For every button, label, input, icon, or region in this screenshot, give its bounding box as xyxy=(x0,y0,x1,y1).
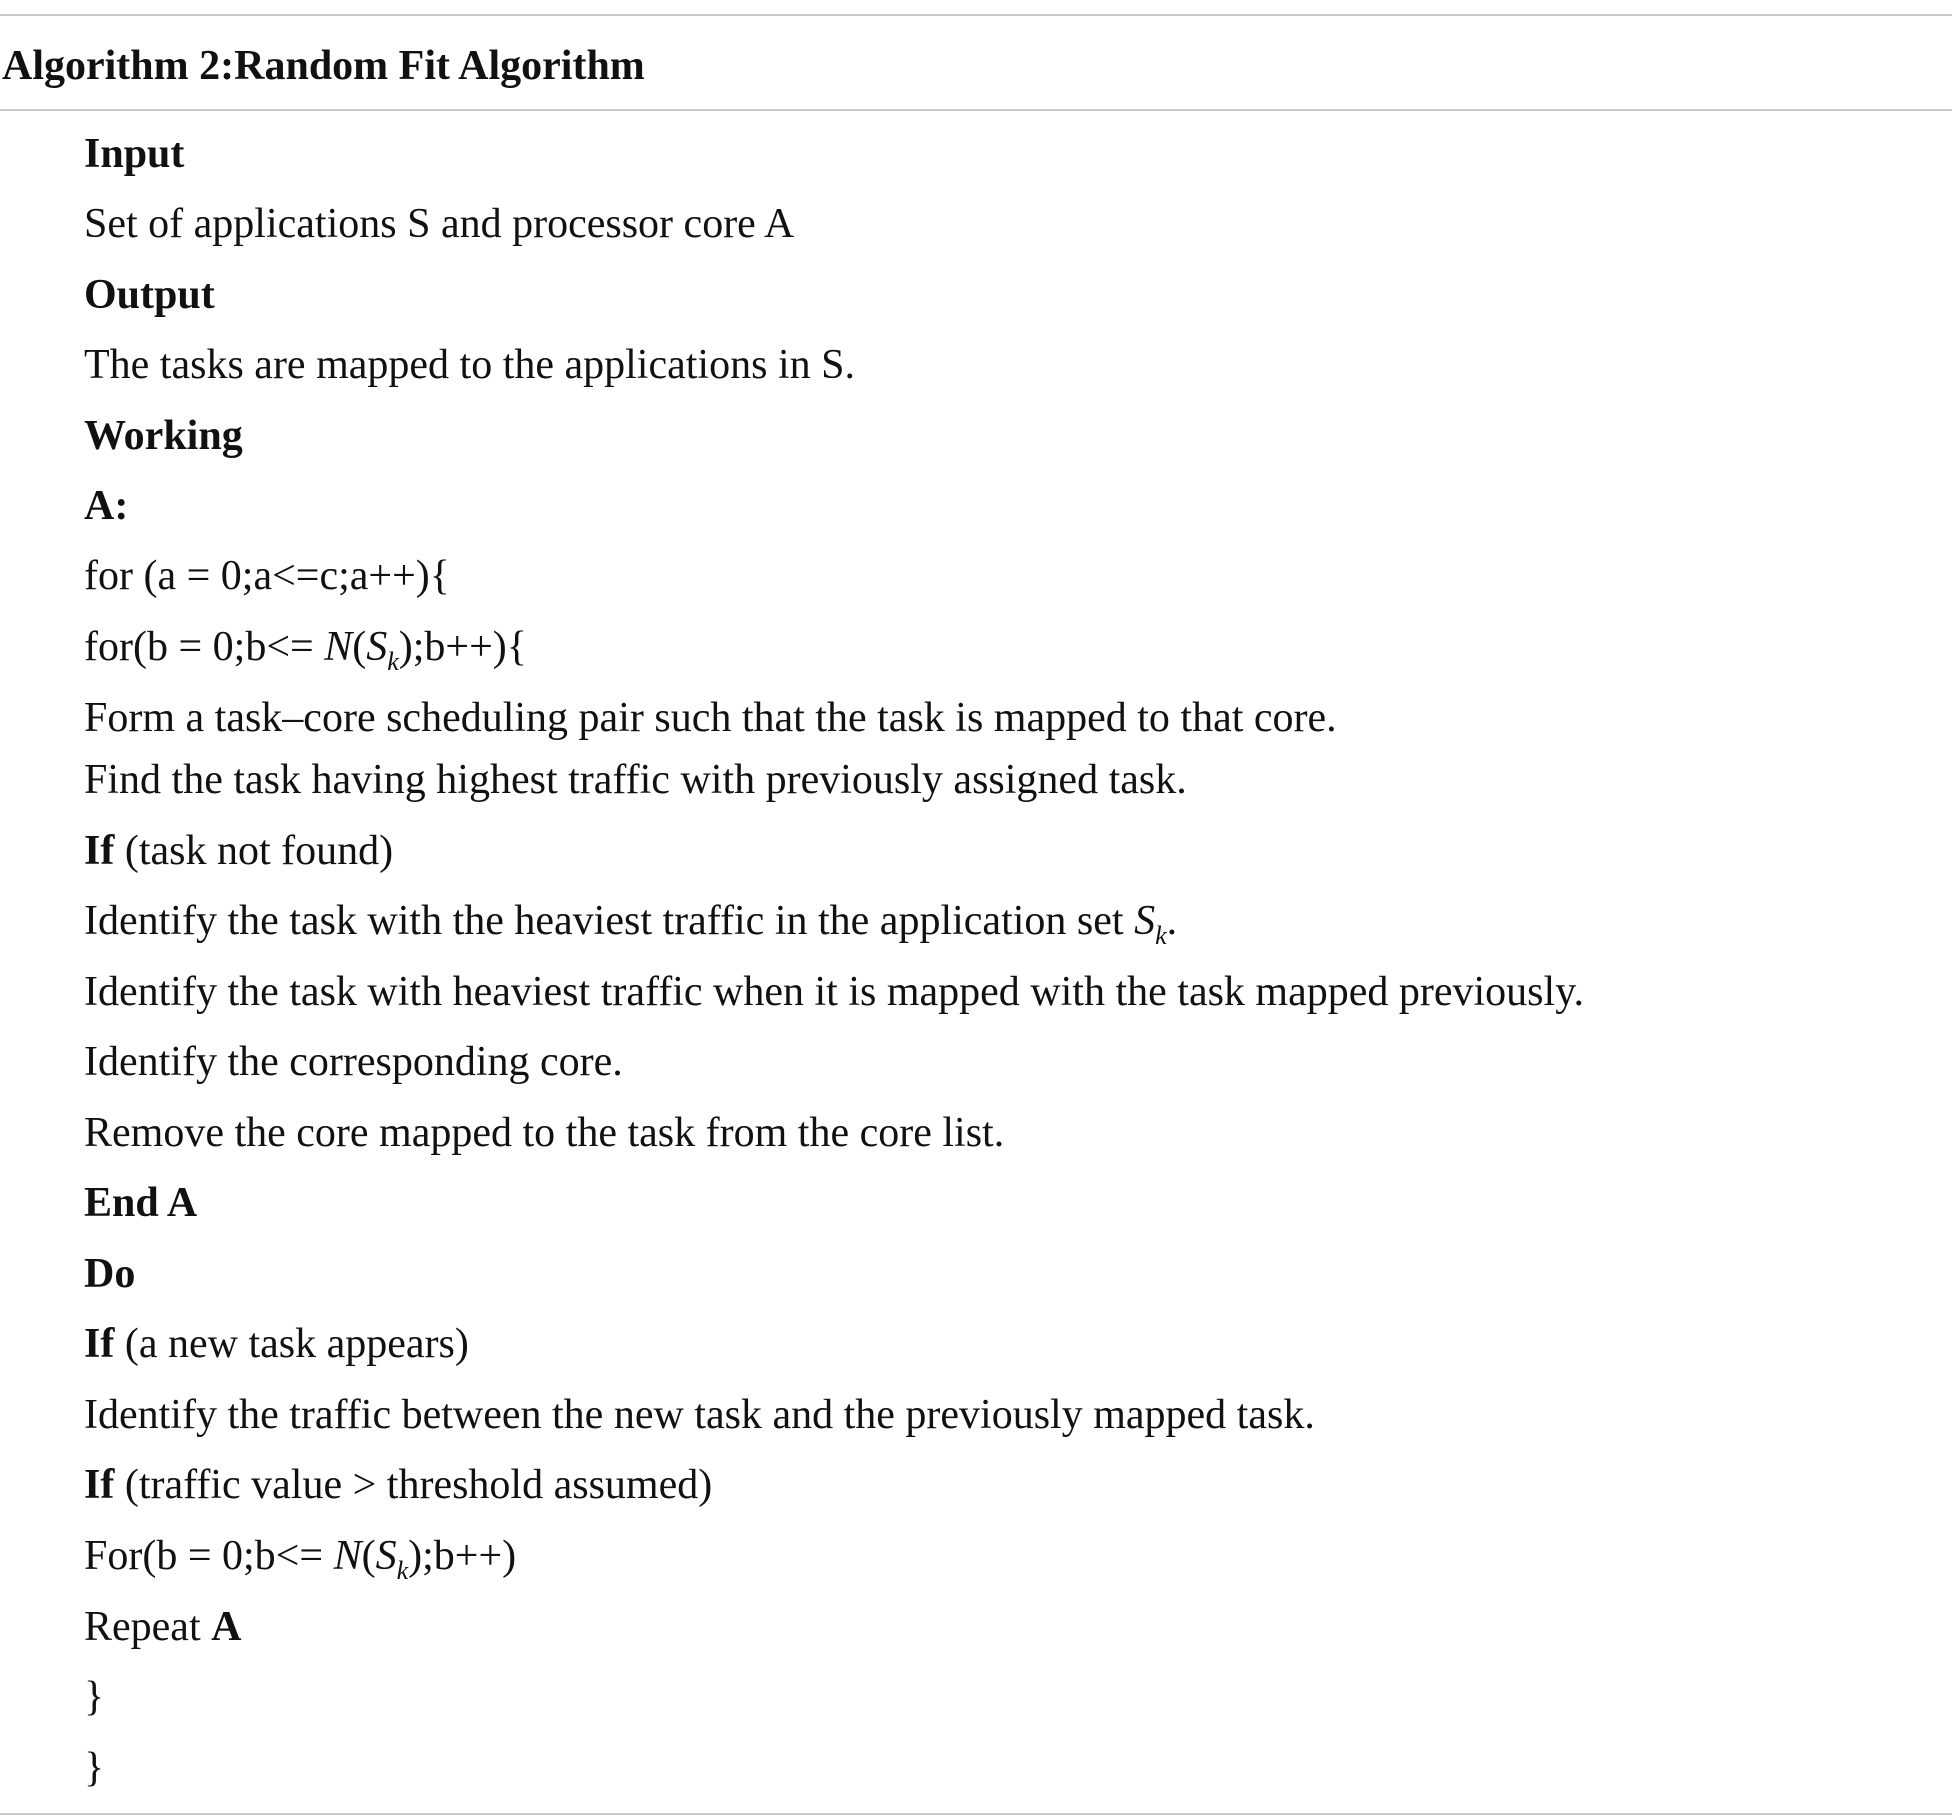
if-new-task-line xyxy=(84,1314,469,1374)
top-rule xyxy=(0,14,1952,16)
period: . xyxy=(1166,898,1178,944)
repeat-line xyxy=(84,1597,241,1657)
identify-heaviest-text: Identify the task with the heaviest traffic in the application set xyxy=(84,898,1135,944)
if-condition: (traffic value > threshold assumed) xyxy=(114,1462,713,1508)
for-b2-loop xyxy=(84,1526,516,1601)
func-n: N xyxy=(333,1533,362,1579)
input-text: Set of applications S and processor core A xyxy=(84,201,795,247)
for-b2-prefix: For(b = 0;b<= xyxy=(84,1533,334,1579)
if-not-found-line xyxy=(84,821,393,881)
subscript-k: k xyxy=(387,647,399,676)
set-s: S xyxy=(366,624,388,670)
func-n: N xyxy=(324,624,353,670)
algorithm-title: Algorithm 2:Random Fit Algorithm xyxy=(2,43,645,89)
subscript-k: k xyxy=(396,1556,409,1585)
identify-mapped-line: Identify the task with heaviest traffic when it is mapped with the task mapped previously. xyxy=(84,969,1584,1015)
for-b-suffix: );b++){ xyxy=(398,624,527,670)
if-condition: (a new task appears) xyxy=(114,1321,469,1367)
set-s: S xyxy=(1134,898,1156,944)
subscript-k: k xyxy=(1155,921,1167,950)
for-b-loop xyxy=(84,617,527,692)
form-pair-line: Form a task–core scheduling pair such that the task is mapped to that core. xyxy=(84,695,1337,741)
for-a-loop: for (a = 0;a<=c;a++){ xyxy=(84,553,450,599)
find-task-line: Find the task having highest traffic with previously assigned task. xyxy=(84,757,1187,803)
if-condition: (task not found) xyxy=(114,828,394,874)
for-b2-suffix: );b++) xyxy=(408,1533,517,1579)
set-s: S xyxy=(375,1533,397,1579)
close-brace-2: } xyxy=(84,1745,105,1791)
output-text: The tasks are mapped to the applications in S. xyxy=(84,342,855,388)
repeat-target: A xyxy=(211,1604,242,1650)
remove-core-line: Remove the core mapped to the task from the core list. xyxy=(84,1110,1005,1156)
if-traffic-line xyxy=(84,1455,712,1515)
paren-open: ( xyxy=(352,624,367,670)
for-b-prefix: for(b = 0;b<= xyxy=(84,624,325,670)
if-keyword: If xyxy=(84,828,115,874)
bottom-rule xyxy=(0,1813,1952,1815)
input-heading: Input xyxy=(84,131,185,177)
paren-open: ( xyxy=(361,1533,376,1579)
end-a-line: End A xyxy=(84,1180,198,1226)
header-rule xyxy=(0,109,1952,111)
close-brace-1: } xyxy=(84,1674,105,1720)
output-heading: Output xyxy=(84,272,215,318)
identify-traffic-line: Identify the traffic between the new task and the previously mapped task. xyxy=(84,1392,1315,1438)
working-heading: Working xyxy=(84,413,243,459)
do-line: Do xyxy=(84,1251,136,1297)
repeat-text: Repeat xyxy=(84,1604,212,1650)
if-keyword: If xyxy=(84,1321,115,1367)
label-a: A: xyxy=(84,483,129,529)
identify-heaviest-line xyxy=(84,891,1177,966)
identify-core-line: Identify the corresponding core. xyxy=(84,1039,623,1085)
if-keyword: If xyxy=(84,1462,115,1508)
